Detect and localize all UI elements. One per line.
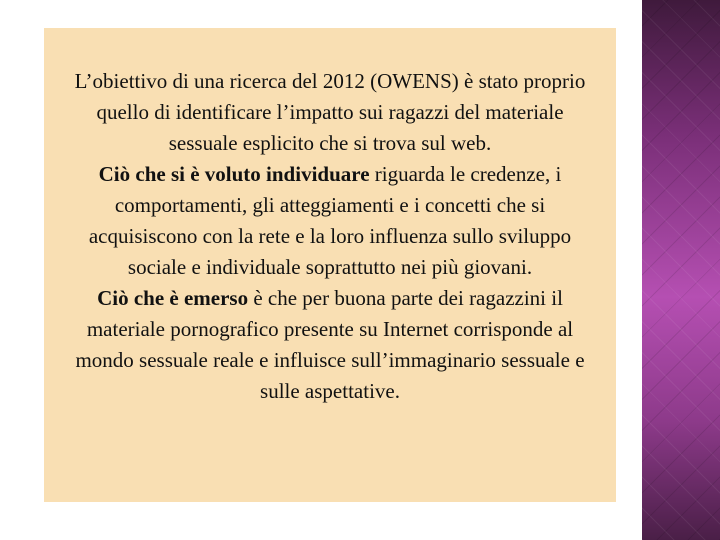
paragraph-findings-text: è che per buona parte dei ragazzini il materiale pornografico presente su Internet corrisponde al mondo sessuale reale e influisce sull’immaginario sessuale e sulle aspettative. [75,286,585,403]
text-panel [44,28,616,502]
decorative-side-band [642,0,720,540]
paragraph-objective-text: L’obiettivo di una ricerca del 2012 (OWENS) è stato proprio quello di identificare l’impatto sui ragazzi del materiale sessuale esplicito che si trova sul web. [74,69,586,155]
divider-gap [616,0,642,540]
paragraph-objective [44,66,616,159]
paragraph-goal-text: riguarda le credenze, i comportamenti, gli atteggiamenti e i concetti che si acquisiscono con la rete e la loro influenza sullo sviluppo sociale e individuale soprattutto nei più giovani. [88,162,572,279]
paragraph-findings-bold: Ciò che è emerso [97,286,249,310]
paragraph-findings [44,283,616,407]
paragraph-goal-bold: Ciò che si è voluto individuare [98,162,370,186]
text-content [44,66,616,407]
paragraph-goal [44,159,616,283]
